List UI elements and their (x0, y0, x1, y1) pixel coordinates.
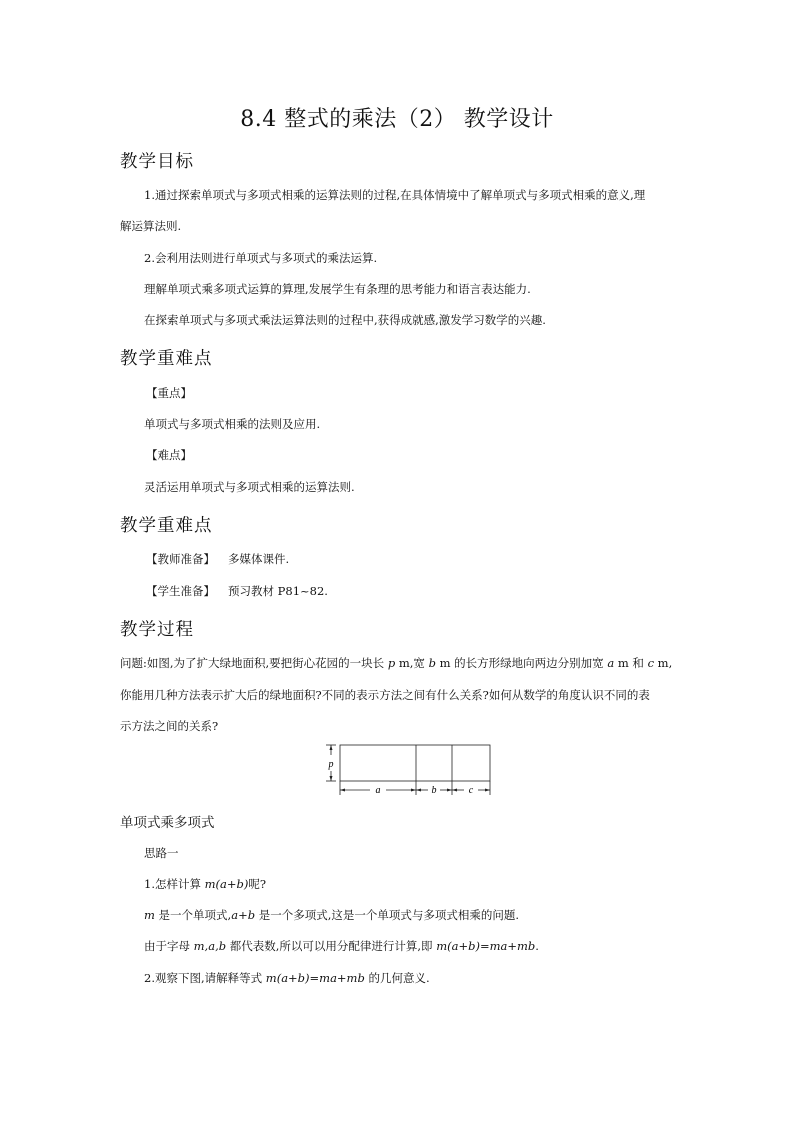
explanation-line-1: m 是一个单项式,a+b 是一个多项式,这是一个单项式与多项式相乘的问题. (144, 908, 520, 922)
question-1: 1.怎样计算 m(a+b)呢? (144, 877, 267, 891)
idea-label: 思路一 (144, 846, 179, 860)
objective-4: 在探索单项式与多项式乘法运算法则的过程中,获得成就感,激发学习数学的兴趣. (144, 313, 546, 327)
question-2: 2.观察下图,请解释等式 m(a+b)=ma+mb 的几何意义. (144, 971, 430, 985)
key-point-label: 【重点】 (146, 386, 192, 400)
figure-label-a: a (375, 785, 381, 796)
difficulty-text: 灵活运用单项式与多项式相乘的运算法则. (144, 480, 355, 494)
student-prep-label: 【学生准备】 (146, 584, 215, 598)
garden-rectangle-figure (322, 741, 494, 801)
problem-line-3: 示方法之间的关系? (120, 719, 219, 733)
objective-3: 理解单项式乘多项式运算的算理,发展学生有条理的思考能力和语言表达能力. (144, 282, 531, 296)
teacher-prep-label: 【教师准备】 (146, 552, 215, 566)
key-point-text: 单项式与多项式相乘的法则及应用. (144, 417, 321, 431)
section-heading-objectives: 教学目标 (120, 152, 194, 172)
objective-1-line-1: 1.通过探索单项式与多项式相乘的运算法则的过程,在具体情境中了解单项式与多项式相乘的意义,理 (144, 188, 646, 202)
student-prep-text: 预习教材 P81~82. (228, 584, 328, 598)
figure-label-c: c (468, 785, 474, 796)
section-heading-process: 教学过程 (120, 620, 194, 640)
problem-line-1: 问题:如图,为了扩大绿地面积,要把街心花园的一块长 p m,宽 b m 的长方形绿地向两边分别加宽 a m 和 c m, (120, 656, 673, 670)
explanation-line-2: 由于字母 m,a,b 都代表数,所以可以用分配律进行计算,即 m(a+b)=ma+mb. (144, 939, 539, 953)
figure-label-p: p (328, 759, 334, 770)
objective-2: 2.会利用法则进行单项式与多项式的乘法运算. (144, 251, 378, 265)
document-title: 8.4 整式的乘法（2） 教学设计 (240, 107, 554, 132)
section-heading-preparation: 教学重难点 (120, 516, 213, 536)
teacher-prep-text: 多媒体课件. (228, 552, 290, 566)
difficulty-label: 【难点】 (146, 448, 192, 462)
subsection-heading-monomial: 单项式乘多项式 (120, 815, 215, 831)
objective-1-line-2: 解运算法则. (120, 219, 182, 233)
figure-label-b: b (431, 785, 437, 796)
section-heading-key-points: 教学重难点 (120, 349, 213, 369)
problem-line-2: 你能用几种方法表示扩大后的绿地面积?不同的表示方法之间有什么关系?如何从数学的角度认识不同的表 (120, 688, 650, 702)
